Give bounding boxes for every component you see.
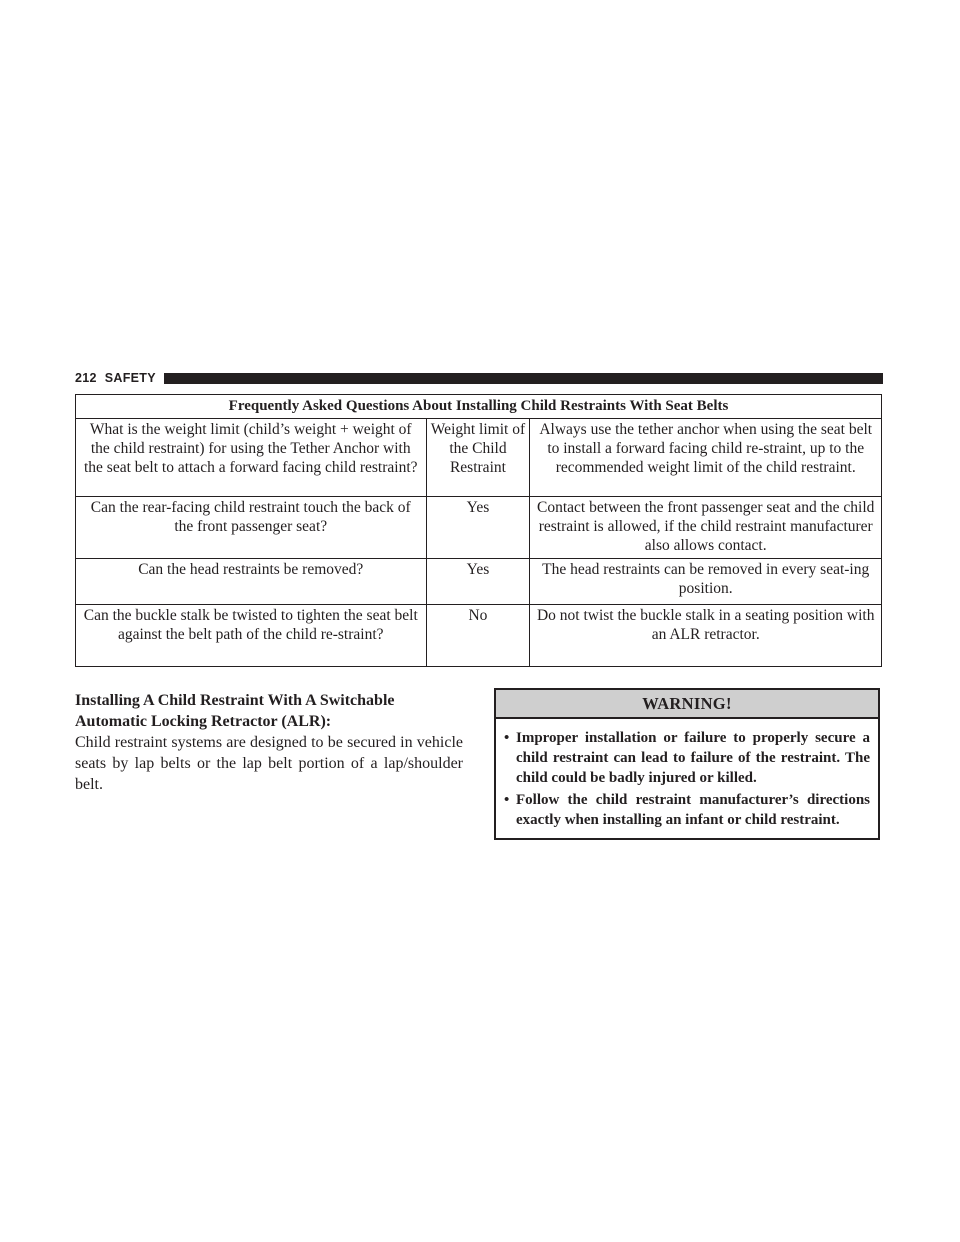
answer-cell: Yes	[426, 559, 530, 605]
page-number: 212	[75, 371, 97, 385]
question-cell: What is the weight limit (child’s weight + weight of the child restraint) for using the Tether Anchor with the seat belt to attach a forward facing child restraint?	[76, 419, 427, 497]
table-title: Frequently Asked Questions About Installing Child Restraints With Seat Belts	[76, 395, 882, 419]
section-name: SAFETY	[104, 371, 156, 385]
bullet-icon: •	[504, 792, 510, 808]
table-row	[76, 605, 882, 667]
warning-item	[504, 728, 870, 788]
table-title-row	[76, 395, 882, 419]
note-cell: Always use the tether anchor when using the seat belt to install a forward facing child re-straint, up to the recommended weight limit of the child restraint.	[530, 419, 882, 497]
table-row	[76, 559, 882, 605]
note-cell: The head restraints can be removed in every seat-ing position.	[530, 559, 882, 605]
section-body: Child restraint systems are designed to be secured in vehicle seats by lap belts or the lap belt portion of a lap/shoulder belt.	[75, 734, 463, 793]
question-cell: Can the buckle stalk be twisted to tighten the seat belt against the belt path of the child re-straint?	[76, 605, 427, 667]
warning-item	[504, 790, 870, 830]
question-cell: Can the head restraints be removed?	[76, 559, 427, 605]
page-header	[75, 370, 883, 386]
table-row	[76, 419, 882, 497]
header-rule	[164, 373, 883, 384]
warning-box	[494, 688, 880, 840]
note-cell: Do not twist the buckle stalk in a seating position with an ALR retractor.	[530, 605, 882, 667]
bullet-icon: •	[504, 730, 510, 746]
note-cell: Contact between the front passenger seat and the child restraint is allowed, if the child restraint manufacturer also allows contact.	[530, 497, 882, 559]
question-cell: Can the rear-facing child restraint touch the back of the front passenger seat?	[76, 497, 427, 559]
faq-table	[75, 394, 882, 667]
warning-title: WARNING!	[496, 690, 878, 719]
warning-list	[496, 719, 878, 838]
warning-item-text: Follow the child restraint manufacturer’s directions exactly when installing an infant or child restraint.	[516, 792, 870, 828]
section-heading: Installing A Child Restraint With A Switchable Automatic Locking Retractor (ALR):	[75, 692, 395, 730]
table-row	[76, 497, 882, 559]
answer-cell: Yes	[426, 497, 530, 559]
warning-item-text: Improper installation or failure to properly secure a child restraint can lead to failure of the restraint. The child could be badly injured or killed.	[516, 730, 870, 786]
answer-cell: No	[426, 605, 530, 667]
answer-cell: Weight limit of the Child Restraint	[426, 419, 530, 497]
